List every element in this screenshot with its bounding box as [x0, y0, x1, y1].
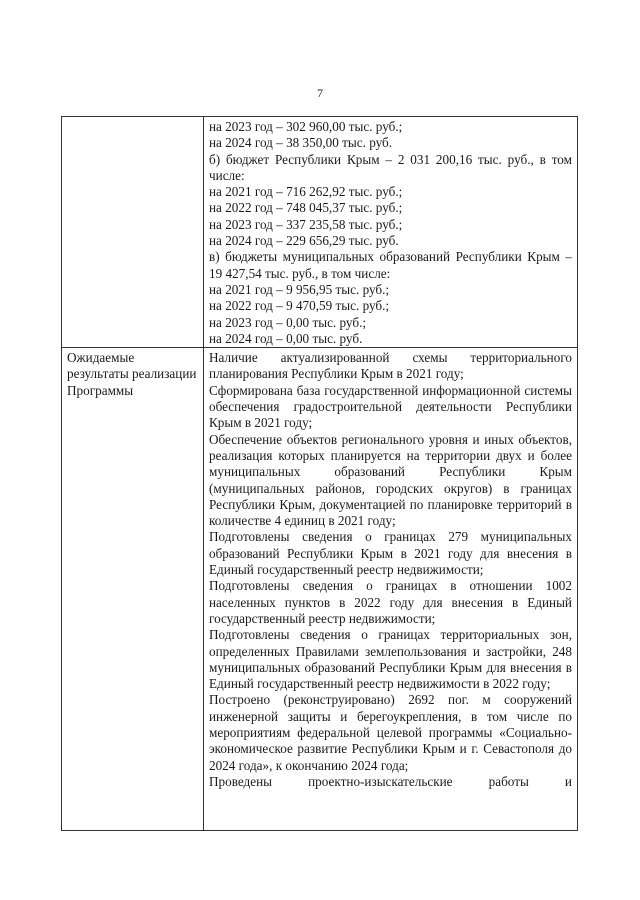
- result-item: Построено (реконструировано) 2692 пог. м сооружений инженерной защиты и берегоукрепления, в том числе по мероприятиям федеральной целевой программы «Социально-экономическое развитие Республики Крым и г. Севастополя до 2024 года», к окончанию 2024 года;: [209, 692, 572, 773]
- budget-line: на 2023 год – 0,00 тыс. руб.;: [209, 314, 367, 330]
- result-item: Подготовлены сведения о границах территориальных зон, определенных Правилами землепользования и застройки, 248 муниципальных образований Республики Крым для внесения в Единый государственный реестр недвижимости в 2022 году;: [209, 627, 572, 692]
- budget-line: на 2023 год – 337 235,58 тыс. руб.;: [209, 216, 403, 232]
- results-label-cell: Ожидаемые результаты реализации Программы: [62, 348, 204, 831]
- budget-line: на 2024 год – 229 656,29 тыс. руб.: [209, 233, 399, 249]
- budget-line: на 2024 год – 38 350,00 тыс. руб.: [209, 135, 393, 151]
- budget-cell: [204, 117, 578, 348]
- program-passport-table: [61, 116, 578, 831]
- result-item: Наличие актуализированной схемы территориального планирования Республики Крым в 2021 году;: [209, 350, 572, 382]
- table-row-budget: [62, 117, 578, 348]
- results-cell: [204, 348, 578, 831]
- budget-line: в) бюджеты муниципальных образований Республики Крым – 19 427,54 тыс. руб., в том числе:: [209, 249, 572, 281]
- result-item: Обеспечение объектов регионального уровня и иных объектов, реализация которых планируется на территории двух и более муниципальных образований Республики Крым (муниципальных районов, городских округов) в границах Республики Крым, документацией по планировке территорий в количестве 4 единиц в 2021 году;: [209, 431, 572, 529]
- result-item: Подготовлены сведения о границах в отношении 1002 населенных пунктов в 2022 году для внесения в Единый государственный реестр недвижимости;: [209, 578, 572, 626]
- budget-line: на 2022 год – 9 470,59 тыс. руб.;: [209, 298, 390, 314]
- budget-line: на 2023 год – 302 960,00 тыс. руб.;: [209, 119, 403, 134]
- budget-line: на 2021 год – 716 262,92 тыс. руб.;: [209, 184, 403, 200]
- result-item-cut: Проведены проектно-изыскательские работы и: [209, 773, 572, 789]
- budget-line: б) бюджет Республики Крым – 2 031 200,16 тыс. руб., в том числе:: [209, 151, 572, 183]
- page-number: 7: [317, 86, 323, 100]
- empty-label-cell: [62, 117, 204, 348]
- budget-line: на 2022 год – 748 045,37 тыс. руб.;: [209, 200, 403, 216]
- budget-line: на 2021 год – 9 956,95 тыс. руб.;: [209, 281, 390, 297]
- budget-line: на 2024 год – 0,00 тыс. руб.: [209, 330, 363, 346]
- result-item: Сформирована база государственной информационной системы обеспечения градостроительной деятельности Республики Крым в 2021 году;: [209, 382, 572, 431]
- table-row-results: [62, 348, 578, 831]
- result-item: Подготовлены сведения о границах 279 муниципальных образований Республики Крым в 2021 году для внесения в Единый государственный реестр недвижимости;: [209, 529, 572, 578]
